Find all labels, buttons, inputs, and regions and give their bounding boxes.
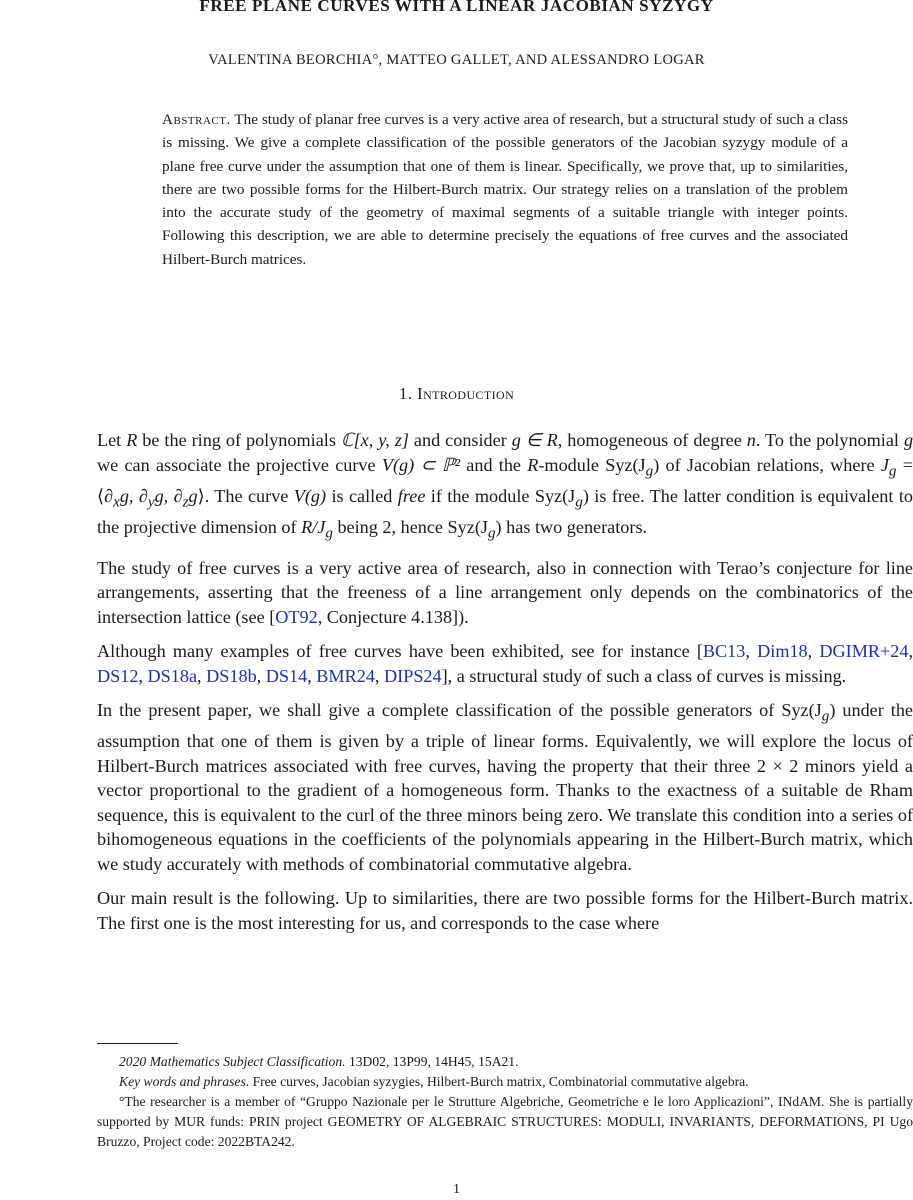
citation-link[interactable]: DS12 [97,665,139,686]
math-sub: g [325,524,333,542]
math-part: = ⟨∂ [97,454,913,506]
math-inline: 2 × 2 [756,755,799,776]
math-inline: 2 [382,517,392,538]
citation-link[interactable]: OT92 [275,606,318,627]
text-run: . To the polynomial [755,430,904,450]
math-inline: g ∈ R [511,430,558,450]
math-part: Syz(J [605,454,646,475]
math-sub: g [575,493,583,511]
msc-label: 2020 Mathematics Subject Classification. [119,1054,346,1069]
citation-link[interactable]: BC13 [702,641,746,662]
math-inline: n [746,430,756,450]
math-inline: $J_g$ = $⟨\partial_xg$, $\partial_yg$, $\partial_zg⟩$ [97,454,913,511]
text-run: and consider [408,430,512,450]
text-run: , Conjecture 4.138]). [317,606,469,627]
paragraph-5: Our main result is the following. Up to similarities, there are two possible forms for the Hilbert-Burch matrix. The first one is the most interesting for us, and corresponds to the case where [97,888,913,933]
text-run: minors yield a vector proportional to the gradient of a homogeneous form. Thanks to the exactness of a suitable de Rham sequence, this is equivalent to the curl of the three minors being zero. We translate this condition into a series of bihomogeneous equations in the coefficients of the polynomials appearing in the Hilbert-Burch matrix, which we study accurately with methods of combinatorial commutative algebra. [97,755,913,874]
footnote-researcher [97,1092,913,1152]
msc-codes: 13D02, 13P99, 14H45, 15A21. [348,1054,519,1069]
math-part: Syz(J [781,699,822,720]
text-run: is free. The latter condition is equivalent to the projective dimension of [97,485,913,538]
section-name: Introduction [417,384,515,403]
citation-link[interactable]: DS14 [265,665,308,686]
abstract-heading: Abstract. [162,111,231,128]
text-run: if the module [425,485,535,506]
page-number: 1 [453,1182,460,1197]
math-inline: $Syz(J_g)$ [447,517,502,542]
text-run: and the [460,454,528,475]
footnotes [97,1052,913,1152]
text-run: Let [97,430,127,450]
author-list: VALENTINA BEORCHIA°, MATTEO GALLET, AND ALESSANDRO LOGAR [208,52,705,68]
text-run: . The curve [204,485,294,506]
abstract [162,108,848,271]
paragraph-2 [97,556,913,630]
keywords-label: Key words and phrases [119,1074,246,1089]
text-run: ], a structural study of such a class of curves is missing. [441,665,847,686]
emphasis-free: free [397,485,426,506]
paragraph-1 [97,428,913,546]
text-run: we can associate the projective curve [97,454,382,475]
abstract-text: The study of planar free curves is a very active area of research, but a structural study of such a class is missing. We give a complete classification of the possible generators of the Jacobian syzygy module of a plane free curve under the assumption that one of them is linear. Specifically, we prove that, up to similarities, there are two possible forms for the Hilbert-Burch matrix. Our strategy relies on a translation of the problem into the accurate study of the geometry of maximal segments of a suitable triangle with integer points. Following this description, we are able to determine precisely the equations of free curves and the associated Hilbert-Burch matrices. [162,111,848,268]
math-inline: ℂ[x, y, z] [340,430,409,450]
math-inline: $Syz(J_g)$ [781,699,836,725]
section-number: 1. [398,384,413,403]
text-run: The study of free curves is a very active area of research, also in connection with Terao’s conjecture for line arrangements, asserting that the freeness of a line arrangement only depends on the combinatorics of the intersection lattice (see [ [97,557,913,627]
math-sub: g [821,707,830,725]
text-run: In the present paper, we shall give a complete classification of the possible generators of [97,699,782,720]
math-part: R/J [301,517,326,538]
text-run: has two generators. [501,517,648,538]
math-inline: R [527,454,539,475]
math-sub: g [888,462,897,480]
text-run: being [332,517,383,538]
citation-link[interactable]: DS18a [147,665,198,686]
paper-title: FREE PLANE CURVES WITH A LINEAR JACOBIAN SYZYGY [199,0,714,15]
citation-link[interactable]: DIPS24 [384,665,442,686]
text-run: of Jacobian relations, where [659,454,881,475]
citation-link[interactable]: DS18b [206,665,257,686]
footnote-keywords [97,1072,913,1092]
math-part: J [880,454,889,475]
footnote-divider [97,1043,178,1044]
math-inline: V(g) ⊂ ℙ² [381,454,461,475]
text-run: , hence [391,517,448,538]
math-inline [301,517,333,542]
math-sub: g [645,462,654,480]
text-run: be the ring of polynomials [137,430,341,450]
text-run: -module [538,454,606,475]
text-run: Although many examples of free curves have been exhibited, see for instance [ [97,641,703,662]
section-heading [0,384,913,404]
math-inline: R [126,430,138,450]
math-inline: $Syz(J_g)$ [605,454,660,480]
text-run: , homogeneous of degree [557,430,747,450]
math-sub: g [487,524,496,542]
math-part: Syz(J [534,485,576,506]
math-inline: V(g) [293,485,327,506]
researcher-note: °The researcher is a member of “Gruppo Nazionale per le Strutture Algebriche, Geometriche e le loro Applicazioni”, INdAM. She is partially supported by MUR funds: PRIN project GEOMETRY OF ALGEBRAIC STRUCTURES: MODULI, INVARIANTS, DEFORMATIONS, PI Ugo Bruzzo, Project code: 2022BTA242. [97,1094,913,1149]
footnote-msc [97,1052,913,1072]
text-run: is called [326,485,398,506]
text-run: under the assumption that one of them is given by a triple of linear forms. Equivalently, we will explore the locus of Hilbert-Burch matrices associated with free curves, having the property that their three [97,699,913,776]
keywords-text: . Free curves, Jacobian syzygies, Hilbert-Burch matrix, Combinatorial commutative algebra. [245,1074,749,1089]
math-part: Syz(J [447,517,488,538]
paragraph-3: Although many examples of free curves have been exhibited, see for instance [BC13, Dim18, DGIMR+24, DS12, DS18a, DS18b, DS14, BMR24, DIPS24], a structural study of such a class of curves is missing. [97,641,913,686]
math-inline: g [903,430,913,450]
citation-link[interactable]: Dim18 [757,641,808,662]
introduction-body [97,428,913,945]
citation-link[interactable]: BMR24 [316,665,375,686]
paragraph-4 [97,698,913,877]
arxiv-identifier-stamp [6,230,70,830]
citation-link[interactable]: DGIMR+24 [819,641,909,662]
math-inline: $Syz(J_g)$ [534,485,589,511]
